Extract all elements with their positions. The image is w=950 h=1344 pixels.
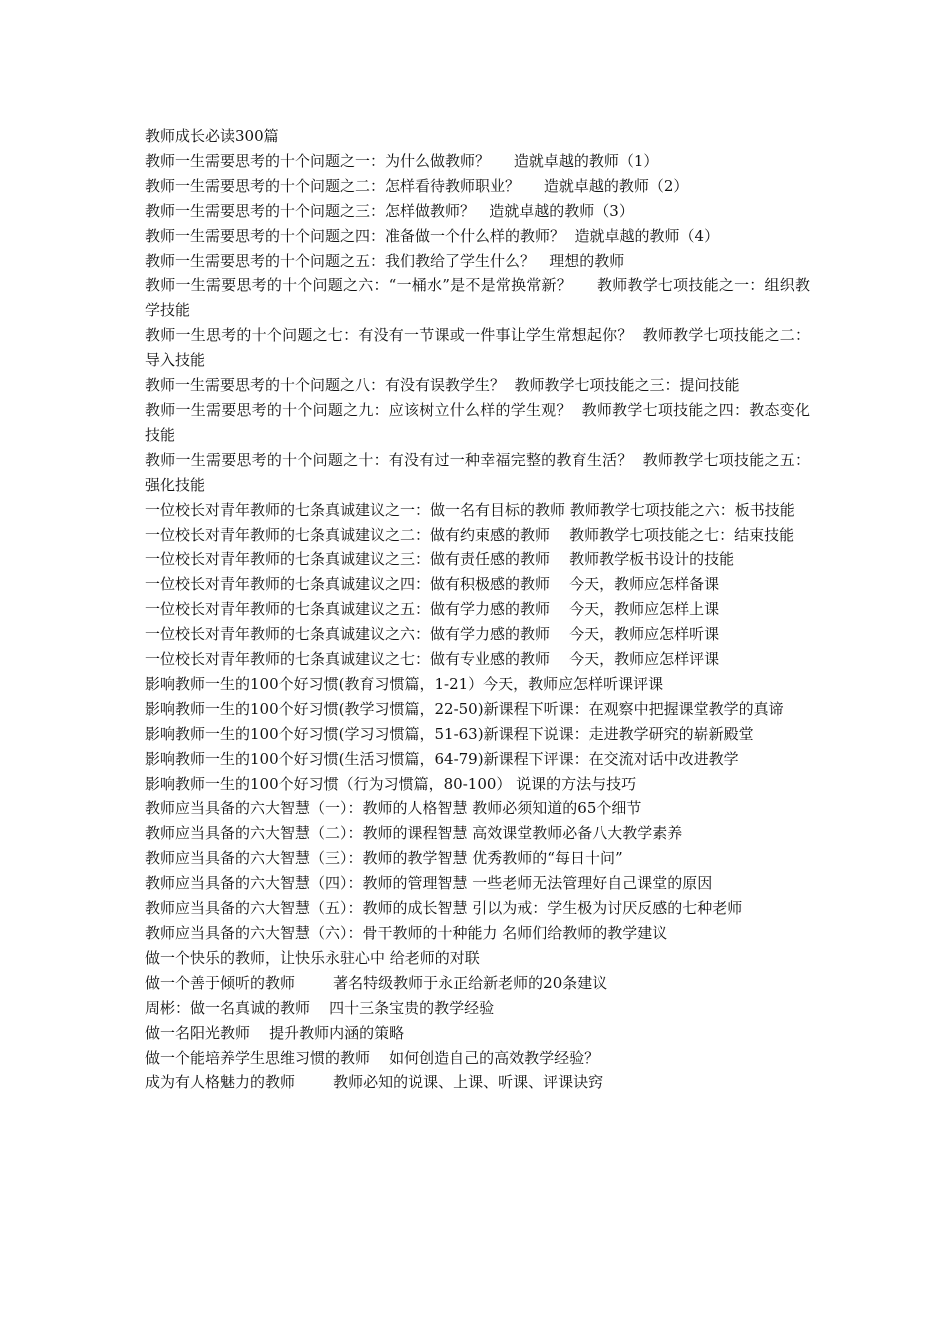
list-item: 教师一生需要思考的十个问题之一：为什么做教师？ 造就卓越的教师（1） [145, 151, 659, 170]
list-item: 做一名阳光教师 提升教师内涵的策略 [145, 1023, 405, 1042]
list-item: 一位校长对青年教师的七条真诚建议之六：做有学力感的教师 今天，教师应怎样听课 [145, 625, 720, 644]
list-item: 教师应当具备的六大智慧（二）：教师的课程智慧 高效课堂教师必备八大教学素养 [145, 824, 683, 843]
list-item: 一位校长对青年教师的七条真诚建议之一：做一名有目标的教师 教师教学七项技能之六：板书技能 [145, 500, 795, 519]
list-item: 教师一生需要思考的十个问题之五：我们教给了学生什么？ 理想的教师 [145, 251, 625, 270]
list-item: 教师应当具备的六大智慧（六）：骨干教师的十种能力 名师们给教师的教学建议 [145, 924, 668, 942]
list-item: 影响教师一生的100个好习惯(教育习惯篇，1-21）今天，教师应怎样听课评课 [145, 674, 664, 693]
list-item: 教师应当具备的六大智慧（五）：教师的成长智慧 引以为戒：学生极为讨厌反感的七种老师 [145, 899, 743, 918]
list-item: 做一个善于倾听的教师 著名特级教师于永正给新老师的20条建议 [145, 973, 608, 992]
list-item: 成为有人格魅力的教师 教师必知的说课、上课、听课、评课诀窍 [145, 1073, 604, 1092]
list-item: 教师一生需要思考的十个问题之三：怎样做教师？ 造就卓越的教师（3） [145, 201, 634, 220]
list-item: 一位校长对青年教师的七条真诚建议之三：做有责任感的教师 教师教学板书设计的技能 [145, 550, 735, 569]
list-item: 影响教师一生的100个好习惯（行为习惯篇，80-100） 说课的方法与技巧 [145, 774, 637, 793]
document-title: 教师成长必读300篇 [145, 127, 279, 145]
list-item: 教师一生需要思考的十个问题之四：准备做一个什么样的教师？ 造就卓越的教师（4） [145, 226, 720, 245]
list-item: 教师一生需要思考的十个问题之十：有没有过一种幸福完整的教育生活？ 教师教学七项技能之五：强化技能 [145, 450, 810, 494]
list-item: 教师一生思考的十个问题之七：有没有一节课或一件事让学生常想起你？ 教师教学七项技能之二：导入技能 [145, 326, 810, 370]
list-item: 做一个快乐的教师，让快乐永驻心中 给老师的对联 [145, 948, 480, 967]
list-item: 影响教师一生的100个好习惯(教学习惯篇，22-50)新课程下听课：在观察中把握课堂教学的真谛 [145, 699, 784, 718]
list-item: 一位校长对青年教师的七条真诚建议之四：做有积极感的教师 今天，教师应怎样备课 [145, 575, 720, 594]
list-item: 一位校长对青年教师的七条真诚建议之二：做有约束感的教师 教师教学七项技能之七：结束技能 [145, 525, 795, 544]
list-item: 教师一生需要思考的十个问题之八：有没有误教学生？ 教师教学七项技能之三：提问技能 [145, 376, 740, 395]
list-item: 做一个能培养学生思维习惯的教师 如何创造自己的高效教学经验？ [145, 1048, 600, 1067]
list-item: 教师一生需要思考的十个问题之六：“一桶水”是不是常换常新？ 教师教学七项技能之一：组织教学技能 [145, 276, 810, 320]
list-item: 教师应当具备的六大智慧（一）：教师的人格智慧 教师必须知道的65个细节 [145, 799, 642, 818]
list-item: 一位校长对青年教师的七条真诚建议之五：做有学力感的教师 今天，教师应怎样上课 [145, 600, 720, 619]
list-item: 教师一生需要思考的十个问题之九：应该树立什么样的学生观？ 教师教学七项技能之四：教态变化技能 [145, 400, 810, 444]
list-item: 一位校长对青年教师的七条真诚建议之七：做有专业感的教师 今天，教师应怎样评课 [145, 650, 720, 669]
list-item: 周彬：做一名真诚的教师 四十三条宝贵的教学经验 [145, 998, 495, 1017]
list-item: 教师应当具备的六大智慧（四）：教师的管理智慧 一些老师无法管理好自己课堂的原因 [145, 874, 713, 893]
list-item: 教师一生需要思考的十个问题之二：怎样看待教师职业？ 造就卓越的教师（2） [145, 176, 689, 195]
document-body [145, 124, 810, 1095]
list-item: 影响教师一生的100个好习惯(生活习惯篇，64-79)新课程下评课：在交流对话中改进教学 [145, 749, 739, 768]
list-item: 教师应当具备的六大智慧（三）：教师的教学智慧 优秀教师的“每日十问” [145, 849, 623, 868]
list-item: 影响教师一生的100个好习惯(学习习惯篇，51-63)新课程下说课：走进教学研究的崭新殿堂 [145, 724, 754, 743]
